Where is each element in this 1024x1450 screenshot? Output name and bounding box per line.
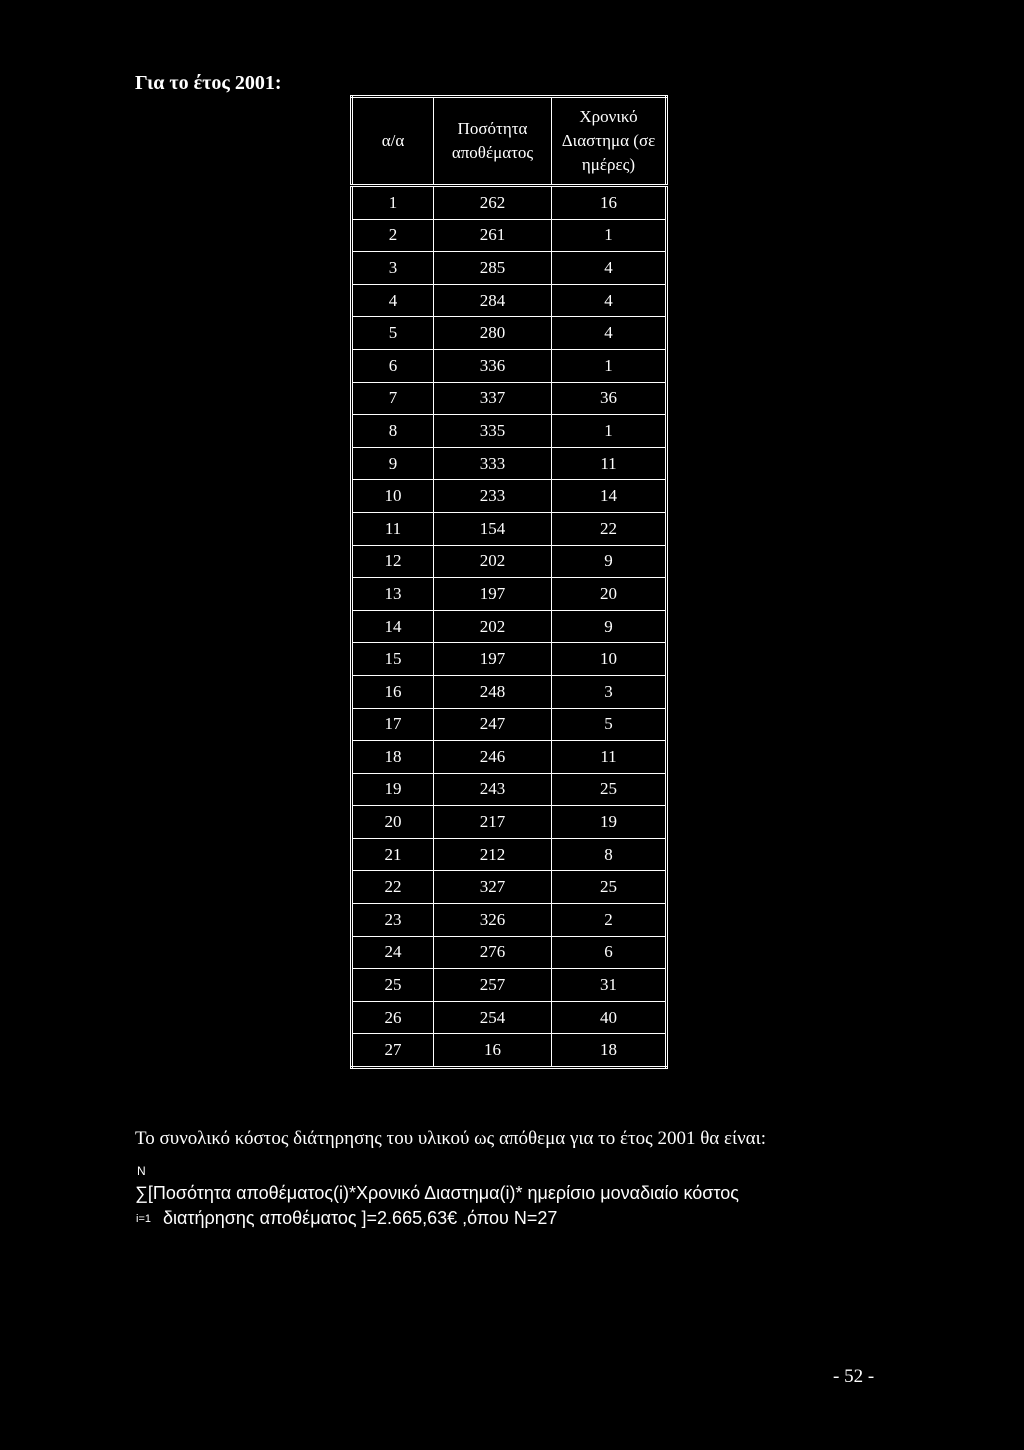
sum-symbol: ∑ [135,1183,148,1203]
cell-quantity: 154 [434,512,552,545]
cell-interval: 1 [552,349,667,382]
cell-interval: 4 [552,317,667,350]
table-row [352,675,667,708]
cell-index: 22 [352,871,434,904]
table-row [352,480,667,513]
table-row [352,610,667,643]
cell-interval: 3 [552,675,667,708]
cell-interval: 5 [552,708,667,741]
table-row [352,447,667,480]
cell-interval: 19 [552,806,667,839]
cell-quantity: 197 [434,643,552,676]
cell-quantity: 333 [434,447,552,480]
cell-index: 24 [352,936,434,969]
cell-quantity: 262 [434,186,552,220]
cell-quantity: 233 [434,480,552,513]
cell-quantity: 257 [434,969,552,1002]
table-row [352,415,667,448]
cell-quantity: 327 [434,871,552,904]
cell-quantity: 336 [434,349,552,382]
cell-interval: 11 [552,741,667,774]
cell-quantity: 217 [434,806,552,839]
cell-index: 7 [352,382,434,415]
cell-quantity: 276 [434,936,552,969]
cell-quantity: 202 [434,610,552,643]
table-row [352,252,667,285]
cell-index: 19 [352,773,434,806]
cell-interval: 25 [552,773,667,806]
cell-quantity: 246 [434,741,552,774]
header-quantity: Ποσότητα αποθέματος [434,97,552,186]
cell-index: 2 [352,219,434,252]
table-row [352,871,667,904]
cell-quantity: 337 [434,382,552,415]
cell-quantity: 16 [434,1034,552,1068]
page-number: - 52 - [833,1366,875,1387]
cell-quantity: 254 [434,1001,552,1034]
table-row [352,741,667,774]
cell-quantity: 247 [434,708,552,741]
cell-interval: 6 [552,936,667,969]
table-row [352,219,667,252]
cell-quantity: 212 [434,838,552,871]
cell-interval: 36 [552,382,667,415]
table-row [352,904,667,937]
table-row [352,806,667,839]
cell-index: 11 [352,512,434,545]
cell-index: 13 [352,578,434,611]
table-row [352,969,667,1002]
table-row [352,545,667,578]
cell-quantity: 248 [434,675,552,708]
formula-line-2: διατήρησης αποθέματος ]=2.665,63€ ,όπου N=27 [163,1208,558,1228]
cell-quantity: 326 [434,904,552,937]
cell-interval: 9 [552,545,667,578]
cell-index: 16 [352,675,434,708]
cell-quantity: 285 [434,252,552,285]
cell-interval: 40 [552,1001,667,1034]
table-row [352,578,667,611]
table-row [352,936,667,969]
cell-index: 1 [352,186,434,220]
cell-interval: 25 [552,871,667,904]
cell-index: 14 [352,610,434,643]
cell-interval: 1 [552,219,667,252]
sum-lower-limit: i=1 [136,1213,151,1225]
summary-intro-text: Το συνολικό κόστος διάτηρησης του υλικού ως απόθεμα για το έτος 2001 θα είναι: [135,1128,767,1149]
table-row [352,643,667,676]
table-row [352,838,667,871]
cell-interval: 22 [552,512,667,545]
inventory-table [350,95,668,1069]
cell-index: 17 [352,708,434,741]
formula-text-1: [Ποσότητα αποθέματος(i)*Χρονικό Διαστημα(i)* ημερίσιο μοναδιαίο κόστος [147,1183,739,1203]
cell-interval: 31 [552,969,667,1002]
cell-interval: 18 [552,1034,667,1068]
header-index: α/α [352,97,434,186]
cell-index: 15 [352,643,434,676]
table-row [352,349,667,382]
header-row [352,97,667,186]
cell-quantity: 197 [434,578,552,611]
cell-index: 20 [352,806,434,839]
cell-index: 27 [352,1034,434,1068]
cell-interval: 4 [552,252,667,285]
cell-quantity: 202 [434,545,552,578]
table-row [352,773,667,806]
table-row [352,382,667,415]
cell-quantity: 243 [434,773,552,806]
cell-index: 10 [352,480,434,513]
table-body [352,186,667,1068]
table-row [352,512,667,545]
table-row [352,708,667,741]
cell-index: 18 [352,741,434,774]
table-header [352,97,667,186]
cell-quantity: 280 [434,317,552,350]
cell-index: 6 [352,349,434,382]
cell-index: 25 [352,969,434,1002]
cell-index: 4 [352,284,434,317]
cell-index: 3 [352,252,434,285]
table-row [352,317,667,350]
table-row [352,1001,667,1034]
cell-interval: 10 [552,643,667,676]
cell-interval: 11 [552,447,667,480]
cell-interval: 20 [552,578,667,611]
cell-index: 26 [352,1001,434,1034]
cell-index: 5 [352,317,434,350]
cell-interval: 4 [552,284,667,317]
cell-index: 8 [352,415,434,448]
section-heading: Για το έτος 2001: [135,72,282,94]
cell-quantity: 335 [434,415,552,448]
formula-line-1 [135,1183,739,1204]
cell-index: 23 [352,904,434,937]
sum-upper-limit: N [137,1164,146,1178]
header-interval: Χρονικό Διαστημα (σε ημέρες) [552,97,667,186]
cell-index: 9 [352,447,434,480]
cell-interval: 8 [552,838,667,871]
cell-interval: 16 [552,186,667,220]
table-row [352,186,667,220]
table-row [352,284,667,317]
cell-interval: 14 [552,480,667,513]
cell-quantity: 261 [434,219,552,252]
cell-index: 21 [352,838,434,871]
cell-index: 12 [352,545,434,578]
cell-quantity: 284 [434,284,552,317]
cell-interval: 9 [552,610,667,643]
cell-interval: 1 [552,415,667,448]
cell-interval: 2 [552,904,667,937]
table-row [352,1034,667,1068]
